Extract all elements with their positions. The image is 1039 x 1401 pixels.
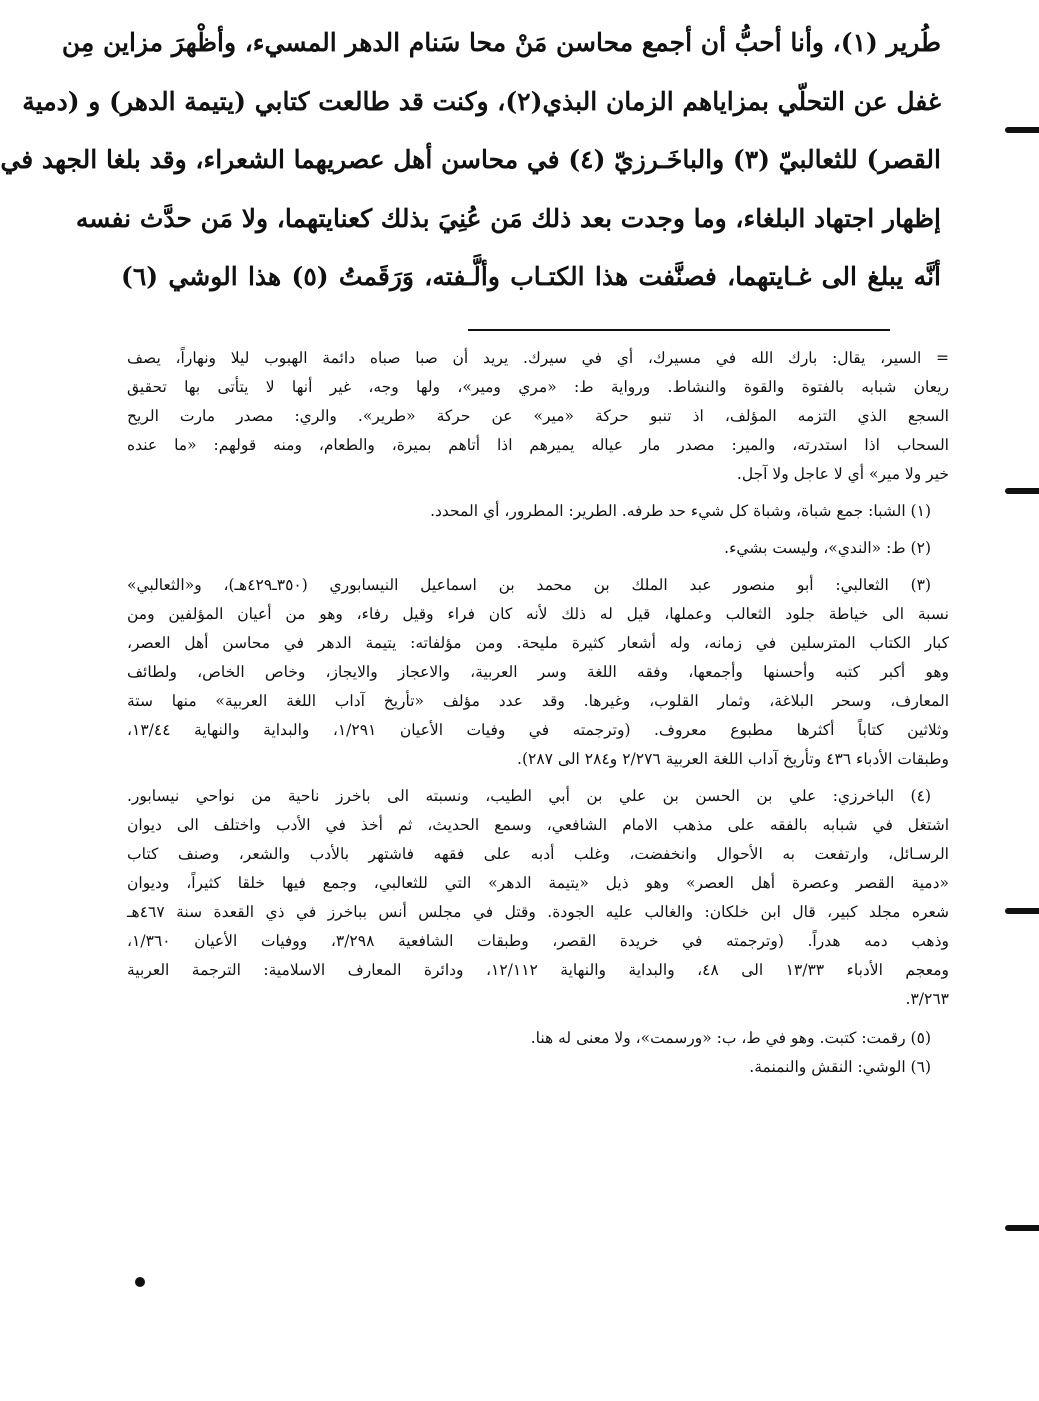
main-text-block: [0, 14, 941, 307]
footnote-line: (١) الشبا: جمع شباة، وشباة كل شيء حد طرفه. الطرير: المطرور، أي المحدد.: [430, 502, 931, 520]
main-text-line: القصر) للثعالبيّ (٣) والباخَـرزيّ (٤) في محاسن أهل عصريهما الشعراء، وقد بلغا الجهد في: [0, 145, 941, 174]
footnote-line: نسبة الى خياطة جلود الثعالب وعملها، قيل له ذلك لأنه كان فراء وقيل رفاء، وهو من أعيان المؤلفين ومن: [127, 605, 949, 623]
margin-mark: [1005, 488, 1039, 494]
footnote-6: [127, 1053, 949, 1082]
footnote-line: شعره مجلد كبير، قال ابن خلكان: والغالب عليه الجودة. وقتل في مجلس أنس بباخرز في ذي القعدة سنة ٤٦٧هـ: [127, 903, 949, 921]
footnote-separator-rule: [468, 329, 890, 331]
footnote-line: (٣) الثعالبي: أبو منصور عبد الملك بن محمد بن اسماعيل النيسابوري (٣٥٠ـ٤٢٩هـ)، و«الثعالبي»: [127, 576, 932, 594]
main-text-line: أنَّه يبلغ الى غـايتهما، فصنَّفت هذا الكتـاب وألَّـفته، وَرَقَمتُ (٥) هذا الوشي (٦): [121, 262, 941, 291]
footnote-line: = السير، يقال: بارك الله في مسيرك، أي في سيرك. يريد أن صبا صباه دائمة الهبوب ليلا ونهاراً، يصف: [127, 349, 949, 367]
footnote-line: وثلاثين كتاباً أكثرها مطبوع معروف. (وترجمته في وفيات الأعيان ١/٢٩١، والبداية والنهاية ١٣/٤٤،: [127, 721, 949, 739]
footnote-line: (٦) الوشي: النقش والنمنمة.: [749, 1058, 931, 1076]
footnote-line: المعارف، وسحر البلاغة، وثمار القلوب، وغيرها. وقد عدد مؤلف «تأريخ آداب اللغة العربية» منها ستة: [127, 692, 949, 710]
footnote-line: (٢) ط: «الندي»، وليست بشيء.: [724, 539, 931, 557]
footnote-3: [127, 571, 949, 774]
footnote-4: [127, 782, 949, 1014]
footnote-line: وطبقات الأدباء ٤٣٦ وتأريخ آداب اللغة العربية ٢/٢٧٦ و٢٨٤ الى ٢٨٧).: [517, 750, 949, 768]
footnote-line: السحاب اذا استدرته، والمير: مصدر مار عياله يميرهم اذا أتاهم بميرة، والطعام، ومنه قولهم: «ما عنده: [127, 436, 949, 454]
footnote-line: خير ولا مير» أي لا عاجل ولا آجل.: [736, 465, 949, 483]
footnote-2: [127, 534, 949, 563]
main-text-line: غفل عن التحلّي بمزاياهم الزمان البذي(٢)، وكنت قد طالعت كتابي (يتيمة الدهر) و (دمية: [22, 86, 941, 116]
footnote-line: (٤) الباخرزي: علي بن الحسن بن علي بن أبي الطيب، ونسبته الى باخرز ناحية من نواحي نيسابور.: [127, 787, 931, 805]
footnote-line: وذهب دمه هدراً. (وترجمته في خريدة القصر، وطبقات الشافعية ٣/٢٩٨، ووفيات الأعيان ١/٣٦٠،: [127, 932, 949, 950]
ink-dot: [135, 1277, 145, 1287]
footnote-line: «دمية القصر وعصرة أهل العصر» وهو ذيل «يتيمة الدهر» التي للثعالبي، وجمع فيها خلقا كثيراً، وديوان: [127, 874, 949, 892]
footnote-line: الرسـائل، وارتفعت به الأحوال وانخفضت، وغلب أدبه على فقهه فاشتهر بالأدب والشعر، وصنف كتاب: [127, 845, 949, 863]
footnote-line: ريعان شبابه بالفتوة والقوة والنشاط. ورواية ط: «مري ومير»، ولها وجه، غير أنها لا يتأتى بها تحقيق: [127, 378, 949, 396]
footnote-line: ٣/٢٦٣.: [905, 990, 949, 1008]
footnote-1: [127, 497, 949, 526]
margin-mark: [1005, 908, 1039, 914]
footnote-line: (٥) رقمت: كتبت. وهو في ط، ب: «ورسمت»، ولا معنى له هنا.: [530, 1029, 931, 1047]
footnote-continuation: [127, 344, 949, 489]
footnotes-block: [127, 344, 949, 1082]
main-text-line: طُرير (١)، وأنا أحبُّ أن أجمع محاسن مَنْ محا سَنام الدهر المسيء، وأظْهرَ مزاين مِن: [61, 28, 941, 57]
margin-mark: [1005, 127, 1039, 133]
footnote-line: اشتغل في شبابه بالفقه على مذهب الامام الشافعي، وسمع الحديث، ثم أخذ في الأدب واختلف الى ديوان: [127, 816, 949, 834]
main-text-line: إظهار اجتهاد البلغاء، وما وجدت بعد ذلك مَن عُنِيَ بذلك كعنايتهما، ولا مَن حدَّث نفسه: [75, 203, 941, 233]
margin-mark: [1005, 1225, 1039, 1231]
footnote-line: السجع الذي التزمه المؤلف، اذ تنبو حركة «مير» عن حركة «طرير». والري: مصدر مارت الريح: [127, 407, 949, 425]
footnote-line: وهو أكبر كتبه وأحسنها وأجمعها، وفقه اللغة وسر العربية، والاعجاز والايجاز، وخاص الخاص، ولطائف: [127, 663, 949, 681]
footnote-line: ومعجم الأدباء ١٣/٣٣ الى ٤٨، والبداية والنهاية ١٢/١١٢، ودائرة المعارف الاسلامية: الترجمة العربية: [127, 961, 949, 979]
footnote-line: كبار الكتاب المترسلين في زمانه، وله أشعار كثيرة مليحة. ومن مؤلفاته: يتيمة الدهر في محاسن أهل العصر،: [127, 634, 949, 652]
footnote-5: [127, 1024, 949, 1053]
